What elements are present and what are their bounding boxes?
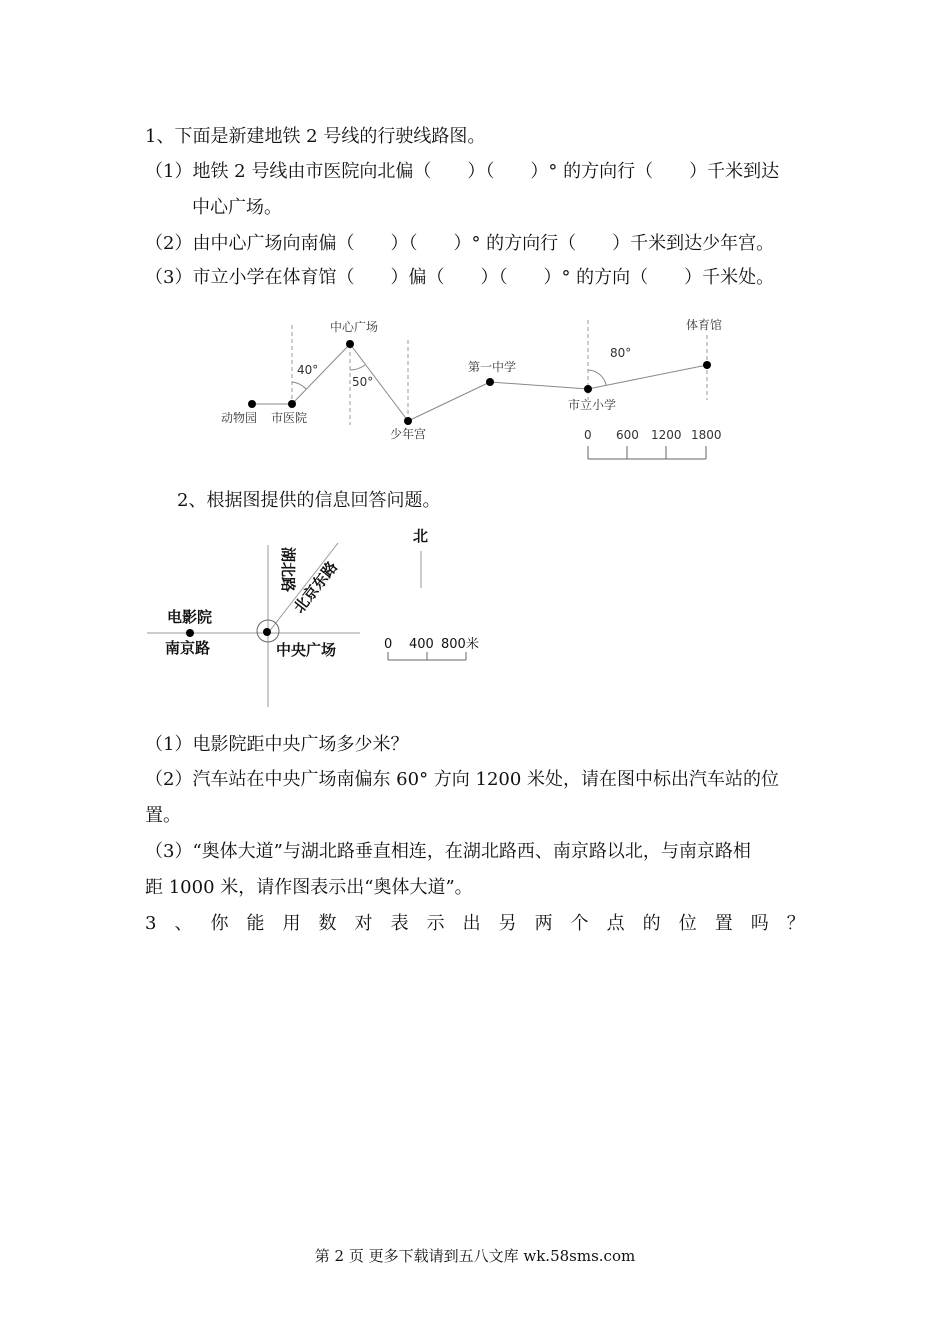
q3-char: 表 bbox=[390, 913, 409, 934]
scale-tick-0: 0 bbox=[384, 637, 393, 652]
q3-char: 你 bbox=[210, 913, 229, 934]
label-center-square: 中心广场 bbox=[330, 320, 379, 334]
q3-char: 吗 bbox=[750, 913, 769, 934]
q3-char: 个 bbox=[570, 913, 589, 934]
scale-tick-1800: 1800 bbox=[691, 428, 722, 442]
q2-sub2-line1: （2）汽车站在中央广场南偏东 60° 方向 1200 米处，请在图中标出汽车站的位 bbox=[145, 769, 780, 790]
subway-stop-dot bbox=[288, 400, 296, 408]
q2-sub2-line2: 置。 bbox=[145, 805, 181, 826]
city-road-map bbox=[0, 510, 950, 715]
q3-char: 置 bbox=[714, 913, 733, 934]
subway-route-map bbox=[0, 0, 950, 480]
subway-stop-dot bbox=[404, 417, 412, 425]
q3-char: 位 bbox=[678, 913, 697, 934]
angle-label-40: 40° bbox=[297, 363, 319, 377]
scale-tick-0: 0 bbox=[584, 428, 592, 442]
label-cinema: 电影院 bbox=[167, 608, 213, 626]
q3-char: 两 bbox=[534, 913, 553, 934]
label-central-square: 中央广场 bbox=[276, 641, 337, 659]
q3-char: 能 bbox=[246, 913, 265, 934]
q2-sub1: （1）电影院距中央广场多少米？ bbox=[145, 734, 409, 755]
road-label-beijing-east: 北京东路 bbox=[289, 558, 342, 617]
label-zoo: 动物园 bbox=[221, 411, 258, 425]
page-footer: 第 2 页 更多下载请到五八文库 wk.58sms.com bbox=[314, 1247, 636, 1265]
q2-title: 2、根据图提供的信息回答问题。 bbox=[177, 490, 441, 511]
q2-sub3-line1: （3）“奥体大道”与湖北路垂直相连，在湖北路西、南京路以北，与南京路相 bbox=[145, 841, 751, 862]
subway-stop-dot bbox=[486, 378, 494, 386]
angle-label-80: 80° bbox=[610, 346, 632, 360]
subway-stop-dot bbox=[703, 361, 711, 369]
cinema-dot bbox=[186, 629, 194, 637]
q1-sub3: （3）市立小学在体育馆（ ）偏（ ）（ ）° 的方向（ ）千米处。 bbox=[145, 267, 775, 288]
q3-char: 对 bbox=[354, 913, 373, 934]
central-square-dot bbox=[263, 628, 271, 636]
subway-stop-dot bbox=[584, 385, 592, 393]
north-label: 北 bbox=[413, 527, 429, 545]
q3-char: 、 bbox=[174, 913, 193, 934]
subway-stop-dot bbox=[248, 400, 256, 408]
q1-sub1-line2: 中心广场。 bbox=[192, 197, 282, 218]
scale-tick-600: 600 bbox=[616, 428, 639, 442]
q3-char: 另 bbox=[498, 913, 517, 934]
label-city-hospital: 市医院 bbox=[271, 411, 308, 425]
q3-char: 数 bbox=[318, 913, 337, 934]
q3-char: 示 bbox=[426, 913, 445, 934]
road-label-hubei: 湖北路 bbox=[279, 547, 297, 593]
label-gymnasium: 体育馆 bbox=[686, 318, 723, 332]
q3-char: 用 bbox=[282, 913, 301, 934]
subway-stop-dot bbox=[346, 340, 354, 348]
q3-char: 的 bbox=[642, 913, 661, 934]
label-youth-palace: 少年宫 bbox=[390, 427, 427, 441]
scale-bar bbox=[388, 652, 466, 660]
q3-char: 出 bbox=[462, 913, 481, 934]
q3-question bbox=[145, 912, 805, 936]
q2-sub3-line2: 距 1000 米，请作图表示出“奥体大道”。 bbox=[145, 877, 473, 898]
label-nanjing-road: 南京路 bbox=[165, 639, 211, 657]
scale-bar bbox=[588, 446, 706, 459]
q3-char: ？ bbox=[786, 913, 805, 934]
q1-title: 1、下面是新建地铁 2 号线的行驶线路图。 bbox=[145, 126, 486, 147]
scale-tick-400: 400 bbox=[409, 637, 434, 652]
label-first-middle-school: 第一中学 bbox=[468, 360, 517, 374]
angle-label-50: 50° bbox=[352, 375, 374, 389]
q3-char: 点 bbox=[606, 913, 625, 934]
label-city-primary-school: 市立小学 bbox=[568, 398, 617, 412]
q1-sub2: （2）由中心广场向南偏（ ）（ ）° 的方向行（ ）千米到达少年宫。 bbox=[145, 233, 775, 254]
q1-sub1-line1: （1）地铁 2 号线由市医院向北偏（ ）（ ）° 的方向行（ ）千米到达 bbox=[145, 161, 780, 182]
scale-tick-1200: 1200 bbox=[651, 428, 682, 442]
scale-tick-800m: 800米 bbox=[441, 637, 479, 652]
q3-char: 3 bbox=[145, 913, 157, 934]
